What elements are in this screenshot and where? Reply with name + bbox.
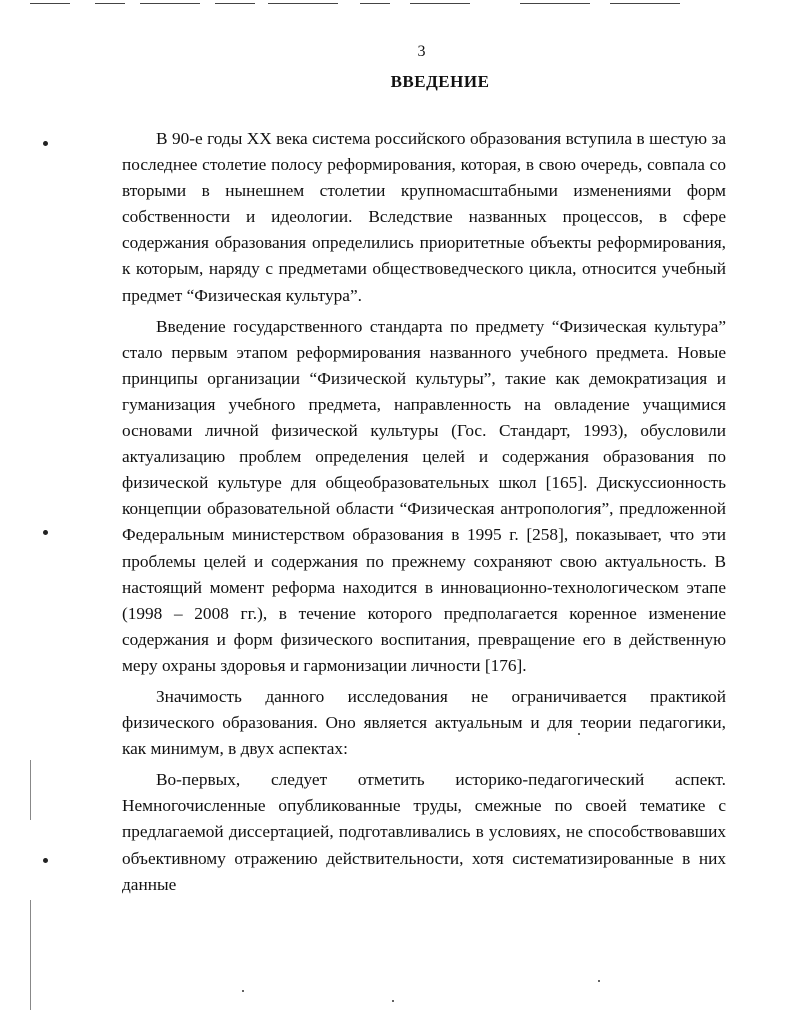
scan-top-edge [0, 0, 793, 14]
paragraph: В 90-е годы XX века система российского образования вступила в шестую за последнее столетие полосу реформирования, которая, в свою очередь, совпала со вторыми в нынешнем столетии крупномасштабными изменениями форм собственности и идеологии. Вследствие названных процессов, в сфере содержания образования определились приоритетные объекты реформирования, к которым, наряду с предметами обществоведческого цикла, относится учебный предмет “Физическая культура”. [122, 129, 726, 305]
binding-hole-mark [43, 141, 48, 146]
binding-hole-mark [43, 858, 48, 863]
body-text [122, 126, 726, 903]
paragraph: Введение государственного стандарта по предмету “Физическая культура” стало первым этапом реформирования названного учебного предмета. Новые принципы организации “Физической культуры”, такие как демократизация и гуманизация учебного предмета, направленность на овладение учащимися основами личной физической культуры (Гос. Стандарт, 1993), обусловили актуализацию проблем определения целей и содержания образования по физической культуре для общеобразовательных школ [165]. Дискуссионность концепции образовательной области “Физическая антропология”, предложенной Федеральным министерством образования в 1995 г. [258], показывает, что эти проблемы целей и содержания по прежнему сохраняют свою актуальность. В настоящий момент реформа находится в инновационно-технологическом этапе (1998 – 2008 гг.), в течение которого предполагается коренное изменение содержания и форм физического воспитания, превращение его в действенную меру охраны здоровья и гармонизации личности [176]. [122, 316, 726, 675]
binding-hole-mark [43, 530, 48, 535]
page-title: ВВЕДЕНИЕ [390, 72, 490, 91]
page-number: 3 [417, 43, 426, 60]
scan-speck [578, 733, 580, 735]
paragraph: Значимость данного исследования не ограничивается практикой физического образования. Оно является актуальным и для теории педагогики, как минимум, в двух аспектах: [122, 686, 726, 759]
scan-speck [598, 980, 600, 982]
scan-edge-line [30, 900, 31, 1010]
scan-edge-line [30, 760, 31, 820]
scan-speck [392, 1000, 394, 1002]
scan-speck [242, 990, 244, 992]
paragraph: Во-первых, следует отметить историко-педагогический аспект. Немногочисленные опубликованные труды, смежные по своей тематике с предлагаемой диссертацией, подготавливались в условиях, не способствовавших объективному отражению действительности, хотя систематизированные в них данные [122, 770, 726, 894]
